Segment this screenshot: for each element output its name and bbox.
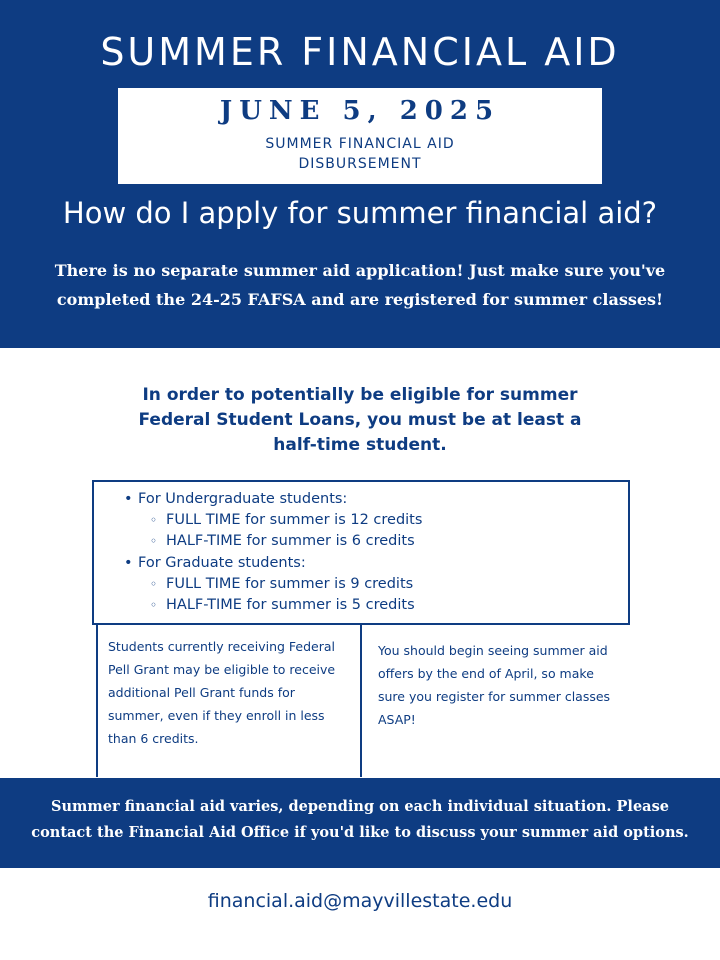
date-caption: [118, 134, 602, 174]
pell-grant-note: Students currently receiving Federal Pell Grant may be eligible to receive additional Pell Grant funds for summer, even if they enroll in less than 6 credits.: [96, 625, 362, 777]
graduate-full-time: ◦ FULL TIME for summer is 9 credits: [150, 574, 628, 595]
credit-list: [94, 482, 628, 616]
flyer-title: SUMMER FINANCIAL AID: [100, 30, 620, 74]
undergraduate-sublist: [138, 510, 628, 552]
intro-line1: There is no separate summer aid application! Just make sure you've: [54, 261, 666, 280]
footer-line2: contact the Financial Aid Office if you'd like to discuss your summer aid options.: [31, 824, 689, 841]
graduate-sublist: [138, 574, 628, 616]
undergraduate-half-time: ◦ HALF-TIME for summer is 6 credits: [150, 531, 628, 552]
intro-text: [20, 256, 700, 314]
eligibility-statement: [100, 383, 620, 458]
footer-band: [0, 778, 720, 868]
contact-email[interactable]: financial.aid@mayvillestate.edu: [207, 890, 513, 912]
header-band: [0, 0, 720, 348]
aid-offers-note: You should begin seeing summer aid offers by the end of April, so make sure you register for summer classes ASAP!: [378, 643, 611, 727]
eligibility-line3: half-time student.: [273, 435, 447, 455]
undergraduate-label: For Undergraduate students:: [138, 491, 348, 507]
credit-requirements-box: [92, 480, 630, 625]
graduate-group: [124, 552, 628, 616]
date-caption-line2: DISBURSEMENT: [298, 156, 422, 172]
undergraduate-full-time: ◦ FULL TIME for summer is 12 credits: [150, 510, 628, 531]
date-caption-line1: SUMMER FINANCIAL AID: [265, 136, 455, 152]
eligibility-line2: Federal Student Loans, you must be at least a: [138, 410, 582, 430]
graduate-label: For Graduate students:: [138, 555, 306, 571]
date-box: [118, 88, 602, 184]
undergraduate-group: [124, 488, 628, 552]
apply-question: How do I apply for summer financial aid?: [62, 196, 658, 230]
graduate-half-time: ◦ HALF-TIME for summer is 5 credits: [150, 595, 628, 616]
intro-line2: completed the 24-25 FAFSA and are registered for summer classes!: [56, 290, 664, 309]
eligibility-line1: In order to potentially be eligible for summer: [142, 385, 578, 405]
footer-text: [20, 794, 700, 846]
footer-line1: Summer financial aid varies, depending on each individual situation. Please: [51, 798, 669, 815]
disbursement-date: JUNE 5, 2025: [219, 96, 501, 126]
